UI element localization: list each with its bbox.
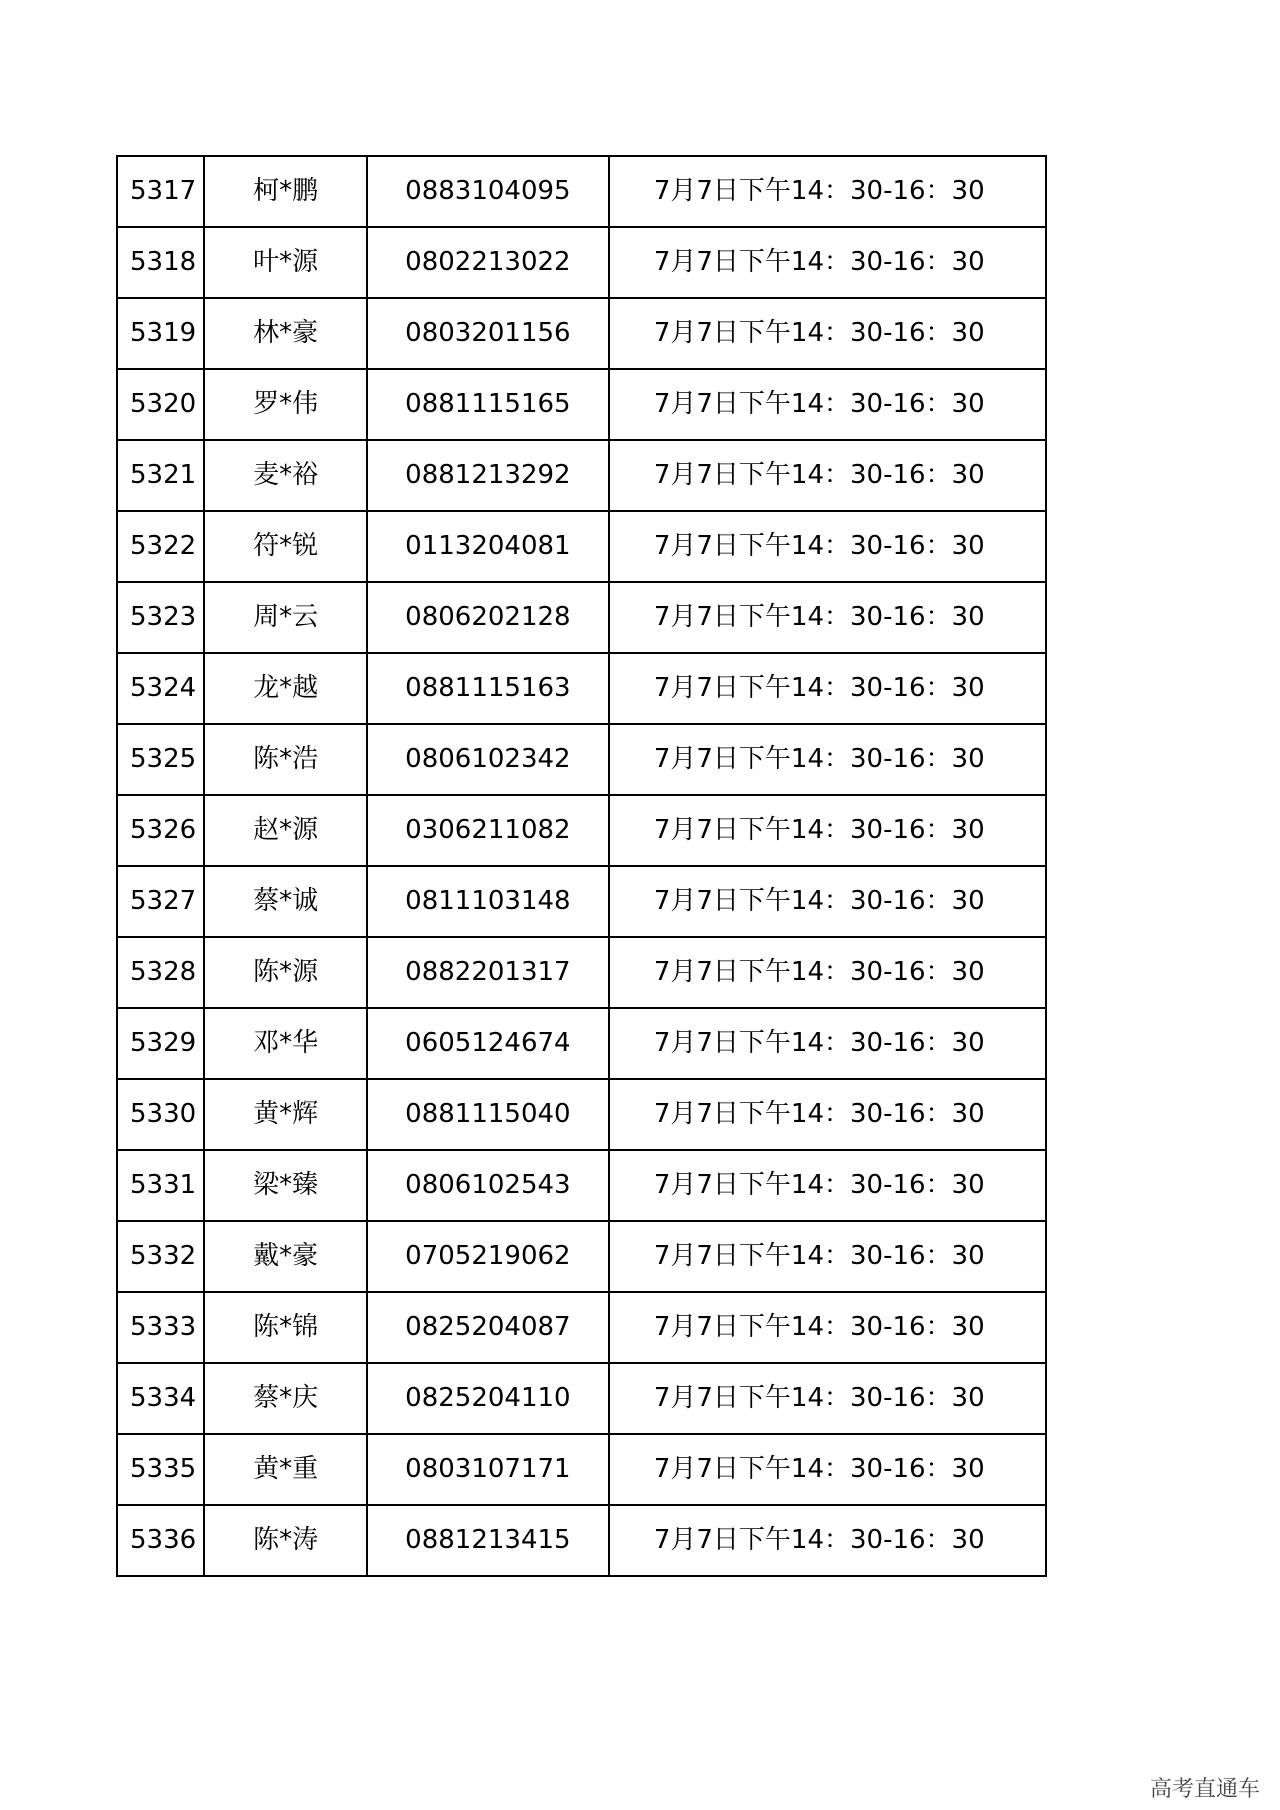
time-cell: 7月7日下午14：30-16：30 xyxy=(609,227,1047,298)
table-row xyxy=(117,795,1046,866)
code-cell: 0881115165 xyxy=(367,369,608,440)
schedule-table xyxy=(116,155,1047,1577)
time-cell: 7月7日下午14：30-16：30 xyxy=(609,298,1047,369)
table-row xyxy=(117,369,1046,440)
time-cell: 7月7日下午14：30-16：30 xyxy=(609,511,1047,582)
time-cell: 7月7日下午14：30-16：30 xyxy=(609,937,1047,1008)
serial-number-cell: 5331 xyxy=(117,1150,204,1221)
table-row xyxy=(117,1079,1046,1150)
time-cell: 7月7日下午14：30-16：30 xyxy=(609,1363,1047,1434)
name-cell: 林*豪 xyxy=(204,298,367,369)
serial-number-cell: 5320 xyxy=(117,369,204,440)
serial-number-cell: 5333 xyxy=(117,1292,204,1363)
code-cell: 0605124674 xyxy=(367,1008,608,1079)
table-row xyxy=(117,1292,1046,1363)
serial-number-cell: 5336 xyxy=(117,1505,204,1576)
time-cell: 7月7日下午14：30-16：30 xyxy=(609,653,1047,724)
time-cell: 7月7日下午14：30-16：30 xyxy=(609,1008,1047,1079)
table-row xyxy=(117,582,1046,653)
code-cell: 0883104095 xyxy=(367,156,608,227)
serial-number-cell: 5326 xyxy=(117,795,204,866)
time-cell: 7月7日下午14：30-16：30 xyxy=(609,1505,1047,1576)
name-cell: 赵*源 xyxy=(204,795,367,866)
serial-number-cell: 5332 xyxy=(117,1221,204,1292)
serial-number-cell: 5329 xyxy=(117,1008,204,1079)
code-cell: 0802213022 xyxy=(367,227,608,298)
name-cell: 龙*越 xyxy=(204,653,367,724)
name-cell: 陈*源 xyxy=(204,937,367,1008)
name-cell: 戴*豪 xyxy=(204,1221,367,1292)
name-cell: 陈*涛 xyxy=(204,1505,367,1576)
name-cell: 麦*裕 xyxy=(204,440,367,511)
time-cell: 7月7日下午14：30-16：30 xyxy=(609,1292,1047,1363)
serial-number-cell: 5334 xyxy=(117,1363,204,1434)
serial-number-cell: 5318 xyxy=(117,227,204,298)
time-cell: 7月7日下午14：30-16：30 xyxy=(609,866,1047,937)
name-cell: 陈*浩 xyxy=(204,724,367,795)
code-cell: 0803107171 xyxy=(367,1434,608,1505)
time-cell: 7月7日下午14：30-16：30 xyxy=(609,1079,1047,1150)
code-cell: 0881115040 xyxy=(367,1079,608,1150)
time-cell: 7月7日下午14：30-16：30 xyxy=(609,1221,1047,1292)
table-row xyxy=(117,511,1046,582)
name-cell: 柯*鹏 xyxy=(204,156,367,227)
table-row xyxy=(117,937,1046,1008)
time-cell: 7月7日下午14：30-16：30 xyxy=(609,440,1047,511)
name-cell: 梁*臻 xyxy=(204,1150,367,1221)
code-cell: 0806202128 xyxy=(367,582,608,653)
serial-number-cell: 5323 xyxy=(117,582,204,653)
time-cell: 7月7日下午14：30-16：30 xyxy=(609,156,1047,227)
name-cell: 符*锐 xyxy=(204,511,367,582)
serial-number-cell: 5330 xyxy=(117,1079,204,1150)
time-cell: 7月7日下午14：30-16：30 xyxy=(609,1150,1047,1221)
table-row xyxy=(117,1150,1046,1221)
name-cell: 叶*源 xyxy=(204,227,367,298)
name-cell: 陈*锦 xyxy=(204,1292,367,1363)
serial-number-cell: 5327 xyxy=(117,866,204,937)
table-row xyxy=(117,724,1046,795)
code-cell: 0806102342 xyxy=(367,724,608,795)
schedule-table-wrapper xyxy=(116,155,1047,1577)
serial-number-cell: 5321 xyxy=(117,440,204,511)
table-row xyxy=(117,1221,1046,1292)
table-row xyxy=(117,1505,1046,1576)
time-cell: 7月7日下午14：30-16：30 xyxy=(609,1434,1047,1505)
table-row xyxy=(117,1008,1046,1079)
serial-number-cell: 5317 xyxy=(117,156,204,227)
name-cell: 罗*伟 xyxy=(204,369,367,440)
table-row xyxy=(117,1434,1046,1505)
table-row xyxy=(117,1363,1046,1434)
code-cell: 0825204087 xyxy=(367,1292,608,1363)
serial-number-cell: 5322 xyxy=(117,511,204,582)
code-cell: 0306211082 xyxy=(367,795,608,866)
code-cell: 0825204110 xyxy=(367,1363,608,1434)
code-cell: 0882201317 xyxy=(367,937,608,1008)
code-cell: 0811103148 xyxy=(367,866,608,937)
code-cell: 0803201156 xyxy=(367,298,608,369)
table-row xyxy=(117,866,1046,937)
table-row xyxy=(117,653,1046,724)
serial-number-cell: 5325 xyxy=(117,724,204,795)
name-cell: 周*云 xyxy=(204,582,367,653)
time-cell: 7月7日下午14：30-16：30 xyxy=(609,795,1047,866)
code-cell: 0881115163 xyxy=(367,653,608,724)
table-row xyxy=(117,156,1046,227)
name-cell: 蔡*诚 xyxy=(204,866,367,937)
code-cell: 0806102543 xyxy=(367,1150,608,1221)
table-row xyxy=(117,227,1046,298)
code-cell: 0881213415 xyxy=(367,1505,608,1576)
schedule-table-body xyxy=(117,156,1046,1576)
code-cell: 0705219062 xyxy=(367,1221,608,1292)
watermark-text: 高考直通车 xyxy=(1149,1777,1260,1802)
serial-number-cell: 5324 xyxy=(117,653,204,724)
name-cell: 蔡*庆 xyxy=(204,1363,367,1434)
code-cell: 0881213292 xyxy=(367,440,608,511)
serial-number-cell: 5328 xyxy=(117,937,204,1008)
name-cell: 黄*辉 xyxy=(204,1079,367,1150)
table-row xyxy=(117,298,1046,369)
time-cell: 7月7日下午14：30-16：30 xyxy=(609,369,1047,440)
name-cell: 邓*华 xyxy=(204,1008,367,1079)
table-row xyxy=(117,440,1046,511)
code-cell: 0113204081 xyxy=(367,511,608,582)
name-cell: 黄*重 xyxy=(204,1434,367,1505)
serial-number-cell: 5319 xyxy=(117,298,204,369)
time-cell: 7月7日下午14：30-16：30 xyxy=(609,582,1047,653)
serial-number-cell: 5335 xyxy=(117,1434,204,1505)
time-cell: 7月7日下午14：30-16：30 xyxy=(609,724,1047,795)
